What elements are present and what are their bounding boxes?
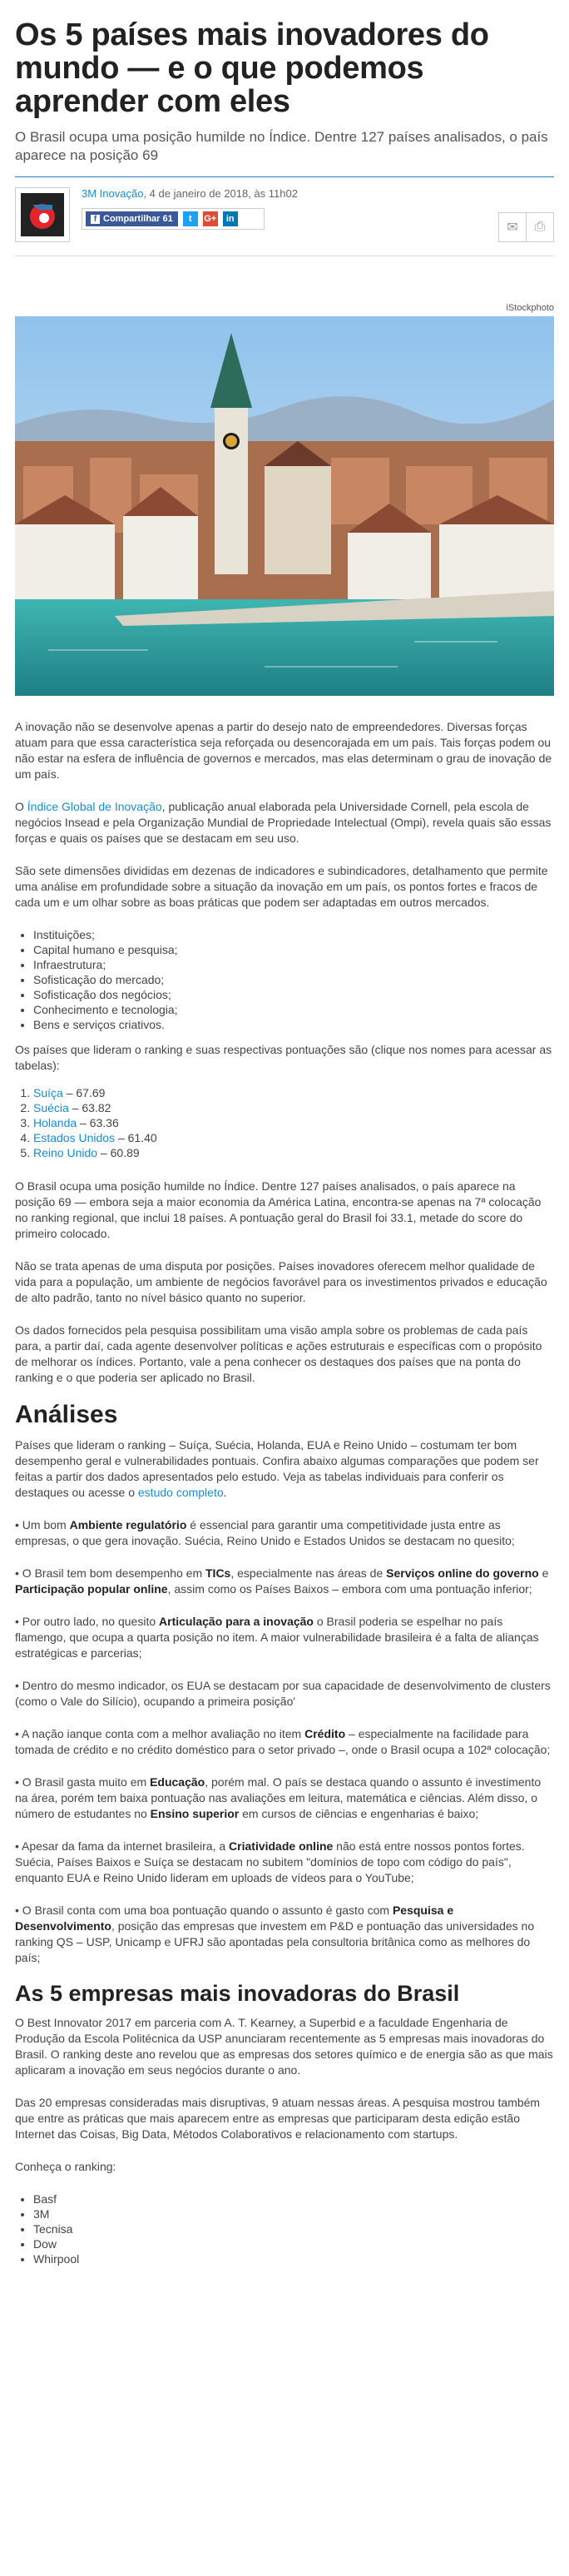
paragraph: Os dados fornecidos pela pesquisa possibilitam uma visão ampla sobre os problemas de cada país para, a partir daí, cada agente desenvolver políticas e ações estruturais e específicas com o propósito de melhorar os índices. Portanto, vale a pena conhecer os destaques dos países que na ponta do ranking e o que poderia ser aplicado no Brasil. <box>15 1323 542 1384</box>
highlight: Criatividade online <box>229 1839 334 1853</box>
analysis-bullet <box>15 1517 554 1549</box>
text: • O Brasil conta com uma boa pontuação quando o assunto é gasto com <box>15 1903 393 1917</box>
list-item: • Bens e serviços criativos. <box>33 1017 554 1032</box>
text: , posição das empresas que investem em P&D e pontuação das universidades no ranking QS – USP, Unicamp e UFRJ são apontadas pela consultoria britânica como as melhores do país; <box>15 1919 535 1964</box>
list-item: • Basf <box>33 2191 554 2206</box>
indice-global-link[interactable]: Índice Global de Inovação <box>27 800 162 813</box>
page-title: Os 5 países mais inovadores do mundo — e o que podemos aprender com eles <box>15 17 489 119</box>
highlight: Educação <box>150 1775 205 1789</box>
score: – 63.36 <box>77 1116 119 1129</box>
linkedin-icon: in <box>225 214 235 224</box>
author-logo-icon <box>21 193 64 236</box>
paragraph: O Brasil ocupa uma posição humilde no Índice. Dentre 127 países analisados, o país aparece na posição 69 — embora seja a maior economia da América Latina, encontra-se apenas na 7ª colocação no ranking regional, que inclui 18 países. A pontuação geral do Brasil foi 33.1, metade do score do primeiro colocado. <box>15 1179 542 1240</box>
author-logo[interactable] <box>15 187 70 242</box>
ranking-list <box>15 1085 554 1160</box>
twitter-icon: t <box>188 214 192 224</box>
list-item: • Tecnisa <box>33 2221 554 2236</box>
country-link-suica[interactable]: Suíça <box>33 1086 63 1099</box>
paragraph: Das 20 empresas consideradas mais disruptivas, 9 atuam nessas áreas. A pesquisa mostrou também que entre as práticas que mais aparecem entre as empresas que participaram desta edição estão Internet das Coisas, Big Data, Métodos Colaborativos e relacionamento com startups. <box>15 2096 541 2141</box>
highlight: Ambiente regulatório <box>69 1518 187 1531</box>
text: • A nação ianque conta com a melhor avaliação no item <box>15 1727 305 1740</box>
article <box>0 18 569 2266</box>
text: , publicação anual elaborada pela Universidade Cornell, pela escola de negócios Insead e pela Organização Mundial de Propriedade Intelectual (Ompi), revela quais são essas forças e quais os países que se destacam em seu uso. <box>15 800 552 845</box>
text: , especialmente nas áreas de <box>230 1566 387 1580</box>
author-link[interactable]: 3M Inovação <box>82 187 144 200</box>
publish-date: , 4 de janeiro de 2018, às 11h02 <box>143 187 298 200</box>
list-item: • Whirpool <box>33 2251 554 2266</box>
email-icon[interactable]: ✉ <box>507 221 518 235</box>
text: • O Brasil tem bom desempenho em <box>15 1566 205 1580</box>
list-item <box>33 1145 554 1160</box>
paragraph: A inovação não se desenvolve apenas a partir do desejo nato de empreendedores. Diversas forças atuam para que essa característica seja reforçada ou desencorajada em um país. Tais forças podem ou não estar na esfera de influência de governos e mercados, mas elas determinam o grau de inovação de um país. <box>15 720 552 781</box>
score: – 63.82 <box>68 1101 111 1114</box>
country-link-eua[interactable]: Estados Unidos <box>33 1131 116 1144</box>
highlight: Ensino superior <box>150 1807 240 1820</box>
text: , porém mal. O país se destaca quando o assunto é investimento na área, porém tem baixa pontuação nas avaliações em leitura, matemática e ciências. Além disso, o número de estudantes no <box>15 1775 542 1820</box>
paragraph <box>15 799 554 846</box>
paragraph: O Best Innovator 2017 em parceria com A. T. Kearney, a Superbid e a faculdade Engenharia de Produção da Escola Politécnica da USP anunciaram recentemente as 5 empresas mais inovadoras do Brasil. O ranking deste ano revelou que as empresas dos setores químico e de energia são as que mais aplicaram a inovação em seus negócios durante o ano. <box>15 2016 553 2077</box>
image-credit: iStockphoto <box>506 303 554 313</box>
paragraph: Conheça o ranking: <box>15 2160 116 2173</box>
subtitle: O Brasil ocupa uma posição humilde no Índice. Dentre 127 países analisados, o país aparece na posição 69 <box>15 129 548 163</box>
zurich-cityscape-image <box>15 316 554 696</box>
analysis-bullet <box>15 1839 554 1886</box>
highlight: Participação popular online <box>15 1582 168 1596</box>
article-tools <box>498 212 554 242</box>
companies-list <box>15 2191 554 2266</box>
analysis-bullet <box>15 1903 554 1966</box>
section-heading-analises: Análises <box>15 1401 118 1428</box>
country-link-reino-unido[interactable]: Reino Unido <box>33 1146 98 1159</box>
paragraph: Os países que lideram o ranking e suas respectivas pontuações são (clique nos nomes para acessar as tabelas): <box>15 1043 552 1072</box>
byline-meta <box>82 187 498 230</box>
hero-image <box>15 316 554 696</box>
list-item <box>33 1085 554 1100</box>
list-item: • Dow <box>33 2236 554 2251</box>
score: – 60.89 <box>97 1146 140 1159</box>
text: • Apesar da fama da internet brasileira, a <box>15 1839 230 1853</box>
analysis-bullet: • Dentro do mesmo indicador, os EUA se destacam por sua capacidade de desenvolvimento de clusters (como o Vale do Silício), ocupando a primeira posição' <box>15 1679 551 1708</box>
dimensions-list <box>15 927 554 1032</box>
paragraph: São sete dimensões divididas em dezenas de indicadores e subindicadores, detalhamento que permite uma análise em profundidade sobre a situação da inovação em um país, os pontos fortes e fracos de cada um e um olhar sobre as boas práticas que podem ser adaptadas em outros mercados. <box>15 864 548 909</box>
text: não está entre nossos pontos fortes. Suécia, Países Baixos e Suíça se destacam no subitem "domínios de topo com código do país", enquanto EUA e Reino Unido lideram em uploads de vídeos para o YouTube; <box>15 1839 525 1884</box>
list-item <box>33 1100 554 1115</box>
highlight: TICs <box>205 1566 231 1580</box>
facebook-icon: f <box>91 215 100 224</box>
highlight: Pesquisa e Desenvolvimento <box>15 1903 454 1933</box>
byline <box>15 187 554 256</box>
text: • Um bom <box>15 1518 70 1531</box>
list-item: • Instituições; <box>33 927 554 942</box>
highlight: Crédito <box>304 1727 346 1740</box>
list-item: • Sofisticação do mercado; <box>33 972 554 987</box>
text: • Por outro lado, no quesito <box>15 1615 160 1628</box>
text: , assim como os Países Baixos – embora com uma pontuação inferior; <box>167 1582 532 1596</box>
text: Países que lideram o ranking – Suíça, Suécia, Holanda, EUA e Reino Unido – costumam ter bom desempenho geral e vulnerabilidades pontuais. Confira abaixo algumas comparações que podem ser feitas a partir dos dados apresentados pelo estudo. Veja as tabelas individuais para conferir os destaques ou acesse o <box>15 1438 539 1499</box>
highlight: Articulação para a inovação <box>159 1615 314 1628</box>
text: e <box>538 1566 549 1580</box>
paragraph: Não se trata apenas de uma disputa por posições. Países inovadores oferecem melhor qualidade de vida para a população, um ambiente de negócios favorável para os investimentos privados e educação de alto padrão, tanto no nível básico quanto no superior. <box>15 1259 547 1304</box>
analysis-bullet <box>15 1726 554 1758</box>
text: . <box>223 1486 227 1499</box>
estudo-completo-link[interactable]: estudo completo <box>137 1486 224 1499</box>
text: – especialmente na facilidade para tomada de crédito e no crédito doméstico para o setor privado –, onde o Brasil ocupa a 102ª colocação; <box>15 1727 551 1756</box>
share-bar <box>82 208 265 230</box>
analysis-bullet <box>15 1774 554 1822</box>
linkedin-share-button[interactable] <box>223 211 238 226</box>
gplus-share-button[interactable] <box>203 211 218 226</box>
text: o Brasil poderia se espelhar no país flamengo, que ocupa a quarta posição no item. A maior vulnerabilidade brasileira é a falta de alianças estratégicas e parcerias; <box>15 1615 539 1660</box>
list-item <box>33 1130 554 1145</box>
divider <box>15 176 554 177</box>
text: • O Brasil gasta muito em <box>15 1775 151 1789</box>
gplus-icon: G+ <box>204 214 217 224</box>
list-item: • Sofisticação dos negócios; <box>33 987 554 1002</box>
text: é essencial para garantir uma competitividade justa entre as empresas, o que gera inovação. Suécia, Reino Unido e Estados Unidos se destacam no quesito; <box>15 1518 515 1547</box>
analysis-bullet <box>15 1566 554 1597</box>
list-item: • 3M <box>33 2206 554 2221</box>
facebook-share-button[interactable] <box>86 211 178 226</box>
highlight: Serviços online do governo <box>386 1566 539 1580</box>
print-icon[interactable]: ⎙ <box>526 213 553 241</box>
paragraph <box>15 1437 554 1501</box>
country-link-suecia[interactable]: Suécia <box>33 1101 69 1114</box>
section-heading-empresas: As 5 empresas mais inovadoras do Brasil <box>15 1981 460 2006</box>
analysis-bullet <box>15 1614 554 1661</box>
list-item: • Conhecimento e tecnologia; <box>33 1002 554 1017</box>
list-item <box>33 1115 554 1130</box>
list-item: • Infraestrutura; <box>33 957 554 972</box>
country-link-holanda[interactable]: Holanda <box>33 1116 77 1129</box>
score: – 67.69 <box>62 1086 106 1099</box>
list-item: • Capital humano e pesquisa; <box>33 942 554 957</box>
text: O <box>15 800 27 813</box>
text: em cursos de ciências e engenharias é baixo; <box>239 1807 479 1820</box>
facebook-share-label: Compartilhar 61 <box>103 214 173 224</box>
twitter-share-button[interactable] <box>183 211 198 226</box>
score: – 61.40 <box>115 1131 157 1144</box>
